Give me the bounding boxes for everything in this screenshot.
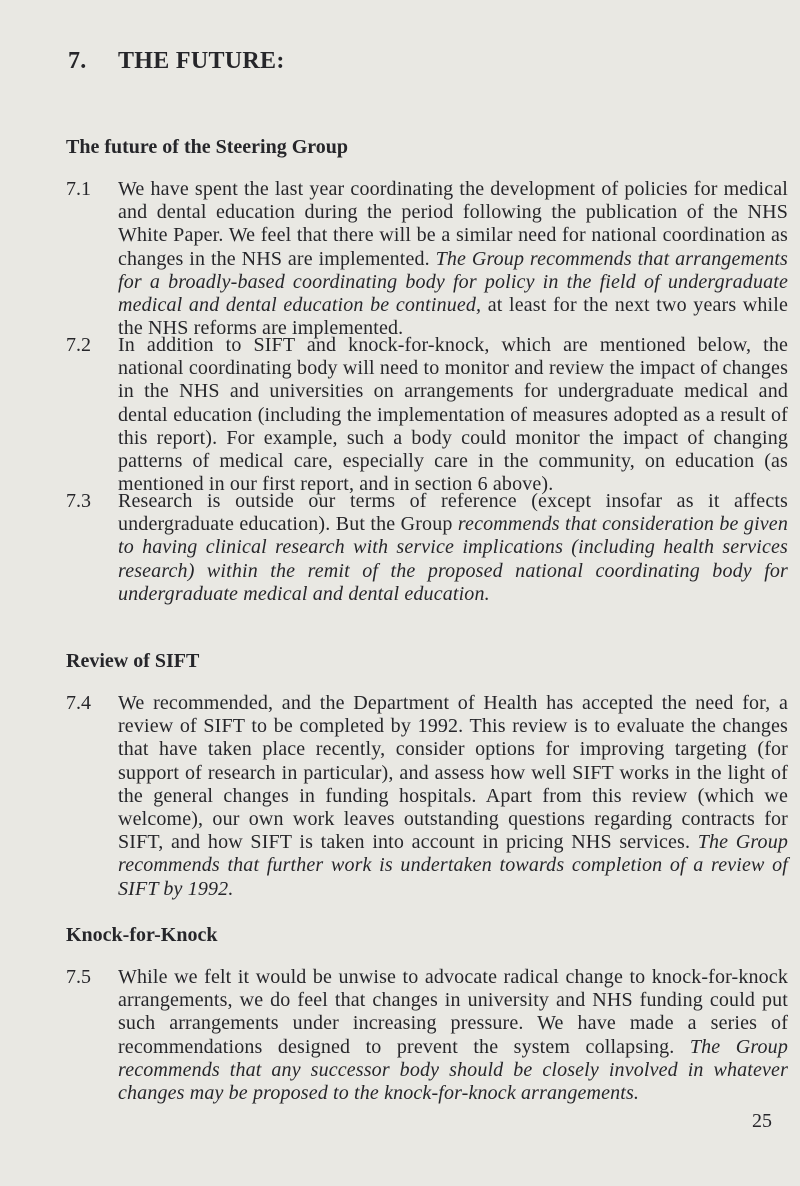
paragraph-text: In addition to SIFT and knock-for-knock, which are mentioned below, the national coordinating body will need to monitor and review the impact of changes in the NHS and universities on arrangements for undergraduate medical and dental education (including the implementation of measures adopted as a result of this report). For example, such a body could monitor the impact of changing patterns of medical care, especially care in the community, on education (as mentioned in our first report, and in section 6 above). bbox=[118, 334, 788, 496]
paragraph-7-2 bbox=[66, 334, 788, 496]
paragraph-number: 7.2 bbox=[66, 334, 91, 356]
paragraph-number: 7.3 bbox=[66, 490, 91, 512]
chapter-heading bbox=[68, 48, 285, 75]
paragraph-text: While we felt it would be unwise to advocate radical change to knock-for-knock arrangements, we do feel that changes in university and NHS funding could put such arrangements under increasing pressure. We have made a series of recommendations designed to prevent the system collapsing. bbox=[118, 966, 788, 1058]
paragraph-text: We have spent the last year coordinating the development of policies for medical and dental education during the period following the publication of the NHS White Paper. We feel that there will be a similar need for national coordination as changes in the NHS are implemented. bbox=[118, 178, 788, 270]
paragraph-body bbox=[118, 692, 788, 901]
paragraph-recommendation: The Group recommends that further work is undertaken towards completion of a review of SIFT by 1992. bbox=[118, 831, 788, 900]
paragraph-text-after: at least for the next two years while the NHS reforms are implemented. bbox=[118, 294, 788, 340]
section-heading-steering-group: The future of the Steering Group bbox=[66, 136, 349, 158]
paragraph-number: 7.5 bbox=[66, 966, 91, 988]
paragraph-text: We recommended, and the Department of Health has accepted the need for, a review of SIFT to be completed by 1992. This review is to evaluate the changes that have taken place recently, consider options for improving targeting (for support of research in particular), and assess how well SIFT works in the light of the general changes in funding hospitals. Apart from this review (which we welcome), our own work leaves outstanding questions regarding contracts for SIFT, and how SIFT is taken into account in pricing NHS services. bbox=[118, 692, 788, 854]
paragraph-number: 7.4 bbox=[66, 692, 91, 714]
paragraph-recommendation: The Group recommends that arrangements for a broadly-based coordinating body for policy in the field of undergraduate medical and dental education be continued, bbox=[118, 247, 788, 317]
paragraph-body bbox=[118, 966, 788, 1105]
paragraph-text: Research is outside our terms of reference (except insofar as it affects undergraduate education). But the Group bbox=[118, 490, 788, 536]
paragraph-body bbox=[118, 490, 788, 606]
paragraph-7-4 bbox=[66, 692, 788, 901]
paragraph-recommendation: recommends that consideration be given to having clinical research with service implications (including health services research) within the remit of the proposed national coordinating body for undergraduate medical and dental education. bbox=[118, 513, 788, 605]
paragraph-7-1 bbox=[66, 178, 788, 340]
paragraph-recommendation: The Group recommends that any successor body should be closely involved in whatever changes may be proposed to the knock-for-knock arrangements. bbox=[118, 1035, 788, 1105]
paragraph-body bbox=[118, 334, 788, 496]
chapter-number: 7. bbox=[68, 48, 87, 74]
section-heading-review-of-sift: Review of SIFT bbox=[66, 650, 200, 672]
page-number: 25 bbox=[752, 1110, 772, 1132]
chapter-title: THE FUTURE: bbox=[118, 48, 285, 74]
paragraph-body bbox=[118, 178, 788, 340]
paragraph-number: 7.1 bbox=[66, 178, 91, 200]
paragraph-7-5 bbox=[66, 966, 788, 1105]
section-heading-knock-for-knock: Knock-for-Knock bbox=[66, 924, 218, 946]
paragraph-7-3 bbox=[66, 490, 788, 606]
